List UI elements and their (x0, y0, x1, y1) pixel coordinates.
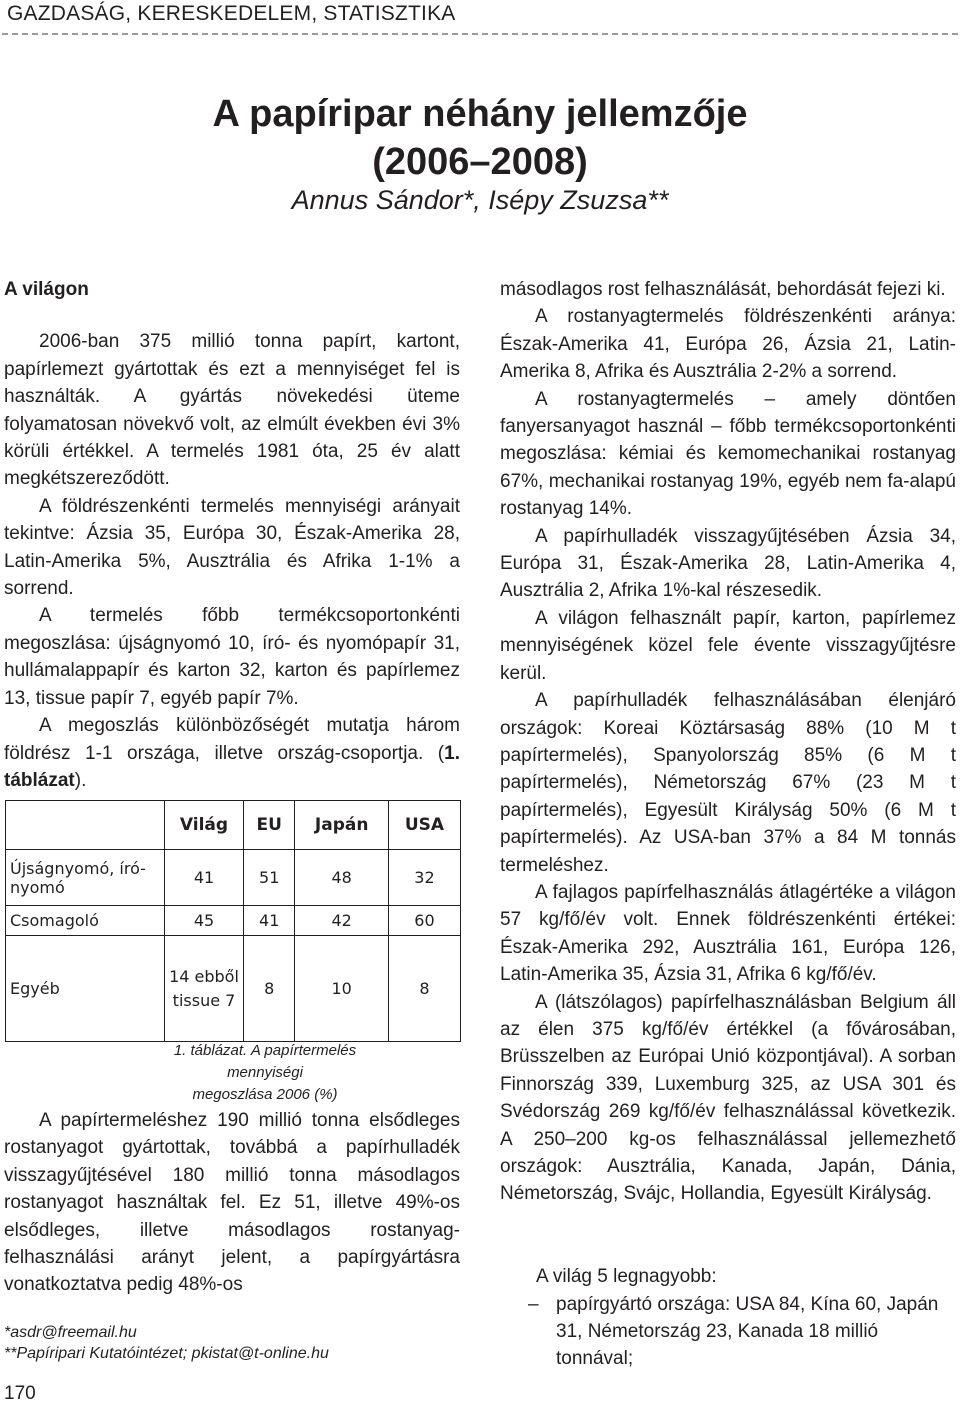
table-cell: 8 (388, 936, 460, 1042)
left-column-top (4, 276, 460, 794)
paragraph: A termelés főbb termékcsoportonkénti megoszlása: újságnyomó 10, író- és nyomópapír 31, hullámalappapír és karton 32, karton és papírlemez 13, tissue papír 7, egyéb papír 7%. (4, 605, 460, 709)
table-caption (140, 1040, 390, 1106)
table-cell: 60 (388, 906, 460, 936)
column-header: Japán (295, 801, 388, 850)
article-title (0, 90, 960, 186)
production-share-table (5, 800, 461, 1042)
table-corner-cell (6, 801, 165, 850)
table-header-row (6, 801, 461, 850)
header-divider (2, 33, 958, 35)
table-cell: 41 (165, 850, 244, 906)
paragraph: A (látszólagos) papírfelhasználásban Belgium áll az élen 375 kg/fő/év értékkel (a fővárosában, Brüsszelben az Európai Unió központjával). A sorban Finnország 339, Luxemburg 325, az USA 301 és Svédország 269 kg/fő/év felhasználással következik. A 250–200 kg-os felhasználással jellemezhető országok: Ausztrália, Kanada, Japán, Dánia, Németország, Svájc, Hollandia, Egyesült Királyság. (500, 991, 956, 1205)
paragraph: A rostanyagtermelés földrészenkénti aránya: Észak-Amerika 41, Európa 26, Ázsia 21, Latin-Amerika 8, Afrika és Ausztrália 2-2% a sorrend. (500, 306, 956, 383)
paragraph: A papírhulladék felhasználásában élenjáró országok: Koreai Köztársaság 88% (10 M t papírtermelés), Spanyolország 85% (6 M t papírtermelés), Németország 67% (23 M t papírtermelés), Egyesült Királyság 50% (6 M t papírtermelés). Az USA-ban 37% a 84 M tonnás termeléshez. (500, 690, 956, 876)
column-header: USA (388, 801, 460, 850)
table-cell: 48 (295, 850, 388, 906)
table-cell: 42 (295, 906, 388, 936)
title-line-2: (2006–2008) (372, 141, 588, 183)
paragraph-end: ). (74, 769, 87, 791)
table-cell: 41 (244, 906, 295, 936)
paragraph: A fajlagos papírfelhasználás átlagértéke a világon 57 kg/fő/év volt. Ennek földrészenkénti értékei: Észak-Amerika 292, Ausztrália 161, Európa 126, Latin-Amerika 35, Ázsia 31, Afrika 6 kg/fő/év. (500, 881, 956, 986)
table-cell: 14 ebből tissue 7 (165, 936, 244, 1042)
paragraph: A földrészenkénti termelés mennyiségi arányait tekintve: Ázsia 35, Európa 30, Észak-Amerika 28, Latin-Amerika 5%, Ausztrália és Afrika 1-1% a sorrend. (4, 495, 460, 600)
paragraph (4, 712, 460, 794)
paragraph: másodlagos rost felhasználását, behordását fejezi ki. (500, 279, 946, 300)
paragraph: A papírtermeléshez 190 millió tonna elsődleges rostanyagot gyártottak, továbbá a papírhulladék visszagyűjtésével 180 millió tonna másodlagos rostanyagot használtak fel. Ez 51, illetve 49%-os elsődleges, illetve másodlagos rostanyag-felhasználási arányt jelent, a papírgyártásra vonatkoztatva pedig 48%-os (4, 1110, 460, 1296)
list-heading: A világ 5 legnagyobb: (536, 1266, 717, 1287)
paragraph: A papírhulladék visszagyűjtésében Ázsia 34, Európa 31, Észak-Amerika 28, Latin-Amerika 4, Ausztrália 2, Afrika 1%-kal részesedik. (500, 525, 956, 602)
article-authors: Annus Sándor*, Isépy Zsuzsa** (291, 185, 669, 215)
right-column (500, 276, 956, 1208)
table-cell: 32 (388, 850, 460, 906)
table-reference-link[interactable]: 1. táblázat (4, 742, 460, 791)
paragraph: A rostanyagtermelés – amely döntően fanyersanyagot használ – főbb termékcsoportonkénti megoszlása: kémiai és kemomechanikai rostanyag 67%, mechanikai rostanyag 19%, egyéb nem fa-alapú rostanyag 14%. (500, 388, 956, 520)
list-item-text: papírgyártó országa: USA 84, Kína 60, Japán 31, Németország 23, Kanada 18 millió tonnával; (556, 1294, 939, 1369)
paragraph-text: A megoszlás különbözőségét mutatja három földrész 1-1 országa, illetve ország-csoportja. ( (4, 715, 460, 764)
table-row (6, 850, 461, 906)
table-row (6, 936, 461, 1042)
footnotes (4, 1322, 329, 1364)
table-cell: 51 (244, 850, 295, 906)
footnote-affiliation: **Papíripari Kutatóintézet; pkistat@t-online.hu (4, 1345, 329, 1362)
paragraph: A világon felhasznált papír, karton, papírlemez mennyiségének közel fele évente visszagyűjtésre kerül. (500, 607, 956, 684)
row-label: Csomagoló (6, 906, 165, 936)
section-heading: A világon (4, 279, 89, 300)
footnote-email-link[interactable]: *asdr@freemail.hu (4, 1324, 137, 1341)
title-line-1: A papíripar néhány jellemzője (212, 93, 748, 135)
table-cell: 10 (295, 936, 388, 1042)
section-header: GAZDASÁG, KERESKEDELEM, STATISZTIKA (7, 2, 456, 25)
row-label: Egyéb (6, 936, 165, 1042)
paragraph: 2006-ban 375 millió tonna papírt, kartont, papírlemezt gyártottak és ezt a mennyiséget fel is használták. A gyártás növekedési üteme folyamatosan növekvő volt, az elmúlt években évi 3% körüli értékkel. A termelés 1981 óta, 25 év alatt megkétszereződött. (4, 331, 460, 490)
page-number: 170 (4, 1383, 36, 1404)
left-column-bottom (4, 1107, 460, 1299)
row-label: Újságnyomó, író-nyomó (6, 850, 165, 906)
column-header: Világ (165, 801, 244, 850)
table-cell: 8 (244, 936, 295, 1042)
list-dash: – (528, 1294, 539, 1315)
caption-line-1: 1. táblázat. A papírtermelés mennyiségi (173, 1042, 357, 1081)
table-cell: 45 (165, 906, 244, 936)
table-row (6, 906, 461, 936)
caption-line-2: megoszlása 2006 (%) (192, 1086, 338, 1103)
column-header: EU (244, 801, 295, 850)
